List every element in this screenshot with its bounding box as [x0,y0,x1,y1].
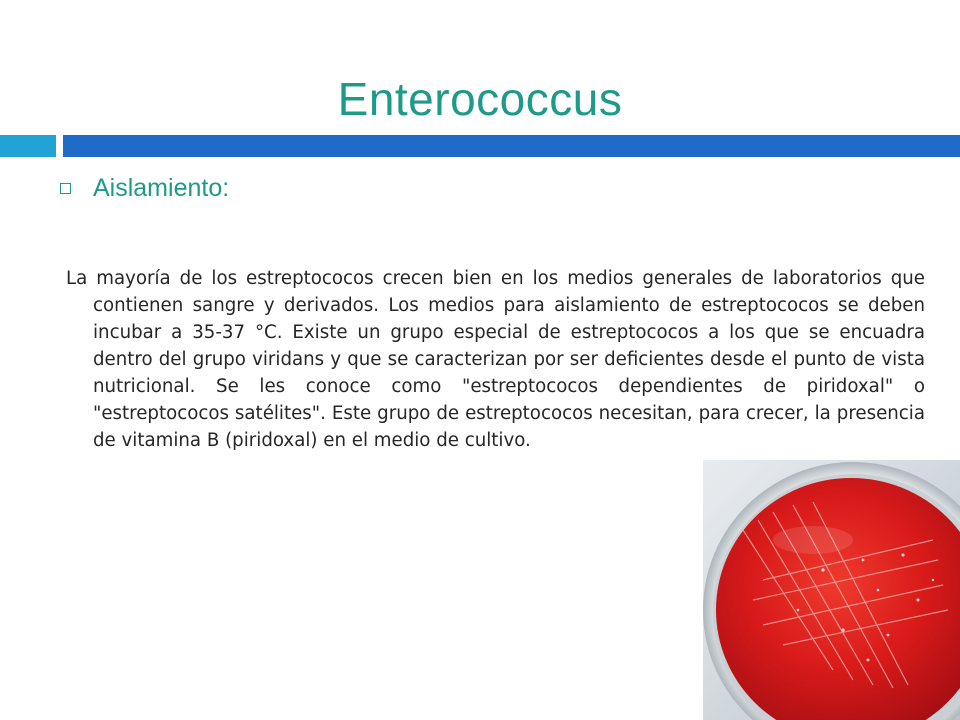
body-paragraph: La mayoría de los estreptococos crecen bien en los medios generales de laboratorios que contienen sangre y derivados. Los medios para aislamiento de estreptococos se deben incubar a 35-37 °C. Existe un grupo especial de estreptococos a los que se encuadra dentro del grupo viridans y que se caracterizan por ser deficientes desde el punto de vista nutricional. Se les conoce como "estreptococos dependientes de piridoxal" o "estreptococos satélites". Este grupo de estreptococos necesitan, para crecer, la presencia de vitamina B (piridoxal) en el medio de cultivo. [66,268,925,451]
petri-dish-image [703,460,960,720]
slide-title: Enterococcus [337,73,623,125]
header-accent-bar-left [0,135,56,157]
bullet-item [60,174,229,203]
bullet-heading: Aislamiento: [93,174,230,202]
square-bullet-icon [60,183,71,194]
header-accent-bar-right [63,135,960,157]
